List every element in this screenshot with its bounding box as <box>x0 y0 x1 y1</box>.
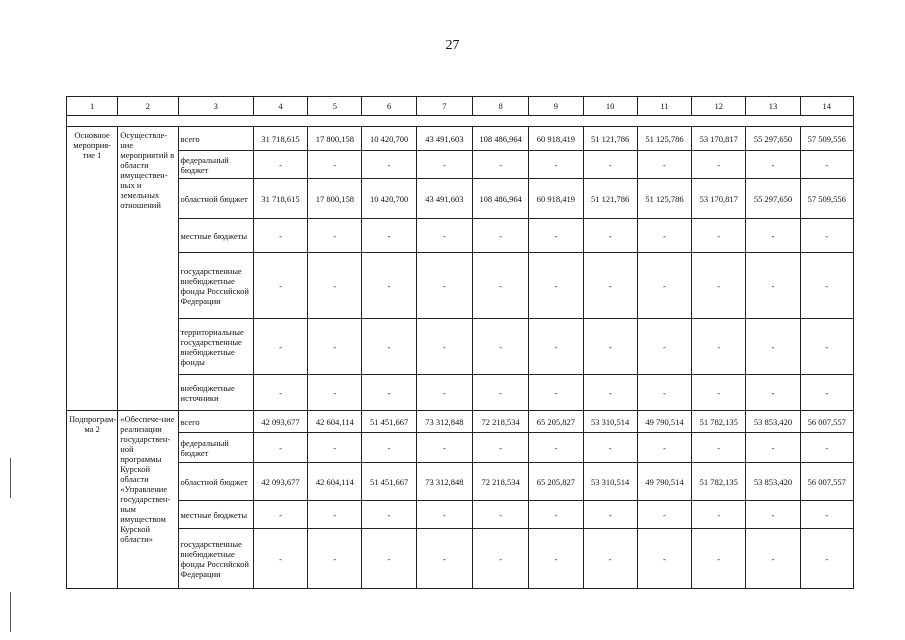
value-cell: - <box>800 253 853 319</box>
value-cell: - <box>308 501 362 529</box>
value-cell: 72 218,534 <box>473 411 529 433</box>
value-cell: - <box>637 151 691 179</box>
value-cell: - <box>308 219 362 253</box>
table-row <box>67 179 854 219</box>
value-cell: - <box>362 319 416 375</box>
value-cell: 43 491,603 <box>416 179 472 219</box>
value-cell: - <box>583 253 637 319</box>
value-cell: 51 782,135 <box>692 411 746 433</box>
value-cell: - <box>583 151 637 179</box>
value-cell: - <box>583 529 637 589</box>
value-cell: - <box>746 319 800 375</box>
value-cell: - <box>473 319 529 375</box>
funding-source-cell: областной бюджет <box>178 179 253 219</box>
value-cell: 53 310,514 <box>583 463 637 501</box>
program-code-cell: Основное мероприя-тие 1 <box>67 127 118 411</box>
value-cell: - <box>253 219 307 253</box>
spacer-cell <box>67 116 854 127</box>
value-cell: - <box>800 375 853 411</box>
value-cell: 57 509,556 <box>800 127 853 151</box>
value-cell: - <box>692 433 746 463</box>
value-cell: - <box>473 219 529 253</box>
column-header: 13 <box>746 97 800 116</box>
value-cell: - <box>637 253 691 319</box>
value-cell: - <box>800 529 853 589</box>
value-cell: - <box>362 433 416 463</box>
value-cell: - <box>637 375 691 411</box>
value-cell: - <box>746 433 800 463</box>
value-cell: 73 312,848 <box>416 463 472 501</box>
value-cell: - <box>800 433 853 463</box>
value-cell: - <box>253 375 307 411</box>
value-cell: - <box>746 253 800 319</box>
value-cell: - <box>473 501 529 529</box>
table-row <box>67 529 854 589</box>
value-cell: 51 125,786 <box>637 179 691 219</box>
value-cell: 42 093,677 <box>253 463 307 501</box>
value-cell: 53 853,420 <box>746 411 800 433</box>
value-cell: - <box>800 151 853 179</box>
value-cell: - <box>253 151 307 179</box>
value-cell: - <box>583 433 637 463</box>
value-cell: 53 170,817 <box>692 179 746 219</box>
value-cell: - <box>692 501 746 529</box>
value-cell: - <box>253 529 307 589</box>
table-row <box>67 433 854 463</box>
value-cell: - <box>746 219 800 253</box>
value-cell: - <box>308 151 362 179</box>
value-cell: 56 007,557 <box>800 463 853 501</box>
value-cell: - <box>253 253 307 319</box>
value-cell: - <box>362 501 416 529</box>
value-cell: 65 205,827 <box>529 411 583 433</box>
value-cell: 51 125,786 <box>637 127 691 151</box>
value-cell: 53 853,420 <box>746 463 800 501</box>
value-cell: - <box>746 529 800 589</box>
value-cell: - <box>253 319 307 375</box>
value-cell: - <box>308 375 362 411</box>
value-cell: - <box>473 375 529 411</box>
value-cell: - <box>692 151 746 179</box>
value-cell: - <box>692 253 746 319</box>
table-row <box>67 501 854 529</box>
funding-source-cell: всего <box>178 411 253 433</box>
value-cell: 17 800,158 <box>308 179 362 219</box>
funding-source-cell: федеральный бюджет <box>178 151 253 179</box>
value-cell: 42 604,114 <box>308 411 362 433</box>
value-cell: 51 121,786 <box>583 179 637 219</box>
value-cell: - <box>473 253 529 319</box>
value-cell: 51 121,786 <box>583 127 637 151</box>
value-cell: - <box>637 319 691 375</box>
column-header: 6 <box>362 97 416 116</box>
table-row <box>67 463 854 501</box>
value-cell: - <box>416 319 472 375</box>
column-header: 1 <box>67 97 118 116</box>
column-header: 9 <box>529 97 583 116</box>
value-cell: - <box>416 219 472 253</box>
value-cell: - <box>746 501 800 529</box>
value-cell: 55 297,650 <box>746 179 800 219</box>
value-cell: 10 420,700 <box>362 127 416 151</box>
funding-source-cell: местные бюджеты <box>178 501 253 529</box>
value-cell: - <box>308 253 362 319</box>
value-cell: 108 486,964 <box>473 179 529 219</box>
value-cell: 65 205,827 <box>529 463 583 501</box>
value-cell: - <box>583 219 637 253</box>
funding-source-cell: всего <box>178 127 253 151</box>
funding-source-cell: федеральный бюджет <box>178 433 253 463</box>
value-cell: - <box>746 151 800 179</box>
column-header: 2 <box>118 97 178 116</box>
column-header: 3 <box>178 97 253 116</box>
table-row <box>67 319 854 375</box>
value-cell: 43 491,603 <box>416 127 472 151</box>
value-cell: - <box>308 529 362 589</box>
value-cell: - <box>529 253 583 319</box>
value-cell: 60 918,419 <box>529 127 583 151</box>
value-cell: 31 718,615 <box>253 179 307 219</box>
table-row <box>67 127 854 151</box>
table-row <box>67 253 854 319</box>
funding-source-cell: местные бюджеты <box>178 219 253 253</box>
value-cell: - <box>637 501 691 529</box>
value-cell: - <box>416 501 472 529</box>
spacer-row <box>67 116 854 127</box>
column-header: 10 <box>583 97 637 116</box>
value-cell: 51 782,135 <box>692 463 746 501</box>
value-cell: 57 509,556 <box>800 179 853 219</box>
value-cell: 31 718,615 <box>253 127 307 151</box>
value-cell: - <box>692 319 746 375</box>
program-name-cell: Осуществле-ние мероприятий в области имуществен-ных и земельных отношений <box>118 127 178 411</box>
value-cell: 53 170,817 <box>692 127 746 151</box>
value-cell: - <box>473 433 529 463</box>
value-cell: 72 218,534 <box>473 463 529 501</box>
value-cell: - <box>529 219 583 253</box>
funding-source-cell: государственные внебюджетные фонды Российской Федерации <box>178 529 253 589</box>
funding-source-cell: областной бюджет <box>178 463 253 501</box>
value-cell: - <box>692 219 746 253</box>
table-row <box>67 411 854 433</box>
value-cell: 73 312,848 <box>416 411 472 433</box>
value-cell: - <box>637 433 691 463</box>
value-cell: - <box>416 433 472 463</box>
program-name-cell: «Обеспече-ние реализации государствен-ной программы Курской области «Управление государствен-ным имуществом Курской области» <box>118 411 178 589</box>
value-cell: - <box>529 501 583 529</box>
column-header: 14 <box>800 97 853 116</box>
program-code-cell: Подпрограм-ма 2 <box>67 411 118 589</box>
value-cell: 17 800,158 <box>308 127 362 151</box>
value-cell: - <box>800 219 853 253</box>
value-cell: - <box>529 319 583 375</box>
value-cell: - <box>529 529 583 589</box>
value-cell: - <box>583 375 637 411</box>
value-cell: - <box>416 151 472 179</box>
value-cell: 49 790,514 <box>637 411 691 433</box>
funding-source-cell: внебюджетные источники <box>178 375 253 411</box>
value-cell: - <box>529 433 583 463</box>
value-cell: 42 604,114 <box>308 463 362 501</box>
funding-source-cell: территориальные государственные внебюджетные фонды <box>178 319 253 375</box>
page-number: 27 <box>445 38 460 53</box>
column-header: 5 <box>308 97 362 116</box>
value-cell: - <box>416 253 472 319</box>
value-cell: 55 297,650 <box>746 127 800 151</box>
table-row <box>67 375 854 411</box>
value-cell: - <box>529 375 583 411</box>
value-cell: 51 451,667 <box>362 463 416 501</box>
value-cell: 60 918,419 <box>529 179 583 219</box>
value-cell: 42 093,677 <box>253 411 307 433</box>
column-header: 7 <box>416 97 472 116</box>
value-cell: - <box>416 529 472 589</box>
funding-source-cell: государственные внебюджетные фонды Российской Федерации <box>178 253 253 319</box>
value-cell: - <box>362 375 416 411</box>
value-cell: - <box>253 433 307 463</box>
column-header: 12 <box>692 97 746 116</box>
value-cell: - <box>529 151 583 179</box>
value-cell: - <box>362 151 416 179</box>
header-row <box>67 97 854 116</box>
value-cell: - <box>253 501 307 529</box>
value-cell: - <box>637 529 691 589</box>
value-cell: - <box>800 501 853 529</box>
value-cell: - <box>362 219 416 253</box>
value-cell: - <box>583 319 637 375</box>
value-cell: - <box>692 529 746 589</box>
column-header: 11 <box>637 97 691 116</box>
column-header: 8 <box>473 97 529 116</box>
value-cell: - <box>583 501 637 529</box>
value-cell: 10 420,700 <box>362 179 416 219</box>
value-cell: - <box>800 319 853 375</box>
budget-table <box>66 96 854 589</box>
value-cell: 108 486,964 <box>473 127 529 151</box>
value-cell: 56 007,557 <box>800 411 853 433</box>
value-cell: - <box>473 529 529 589</box>
value-cell: 51 451,667 <box>362 411 416 433</box>
value-cell: 53 310,514 <box>583 411 637 433</box>
value-cell: 49 790,514 <box>637 463 691 501</box>
value-cell: - <box>692 375 746 411</box>
value-cell: - <box>746 375 800 411</box>
value-cell: - <box>637 219 691 253</box>
value-cell: - <box>308 319 362 375</box>
value-cell: - <box>308 433 362 463</box>
value-cell: - <box>473 151 529 179</box>
value-cell: - <box>416 375 472 411</box>
column-header: 4 <box>253 97 307 116</box>
table-row <box>67 219 854 253</box>
value-cell: - <box>362 529 416 589</box>
margin-mark <box>10 458 11 498</box>
table-row <box>67 151 854 179</box>
value-cell: - <box>362 253 416 319</box>
margin-mark <box>10 592 11 632</box>
